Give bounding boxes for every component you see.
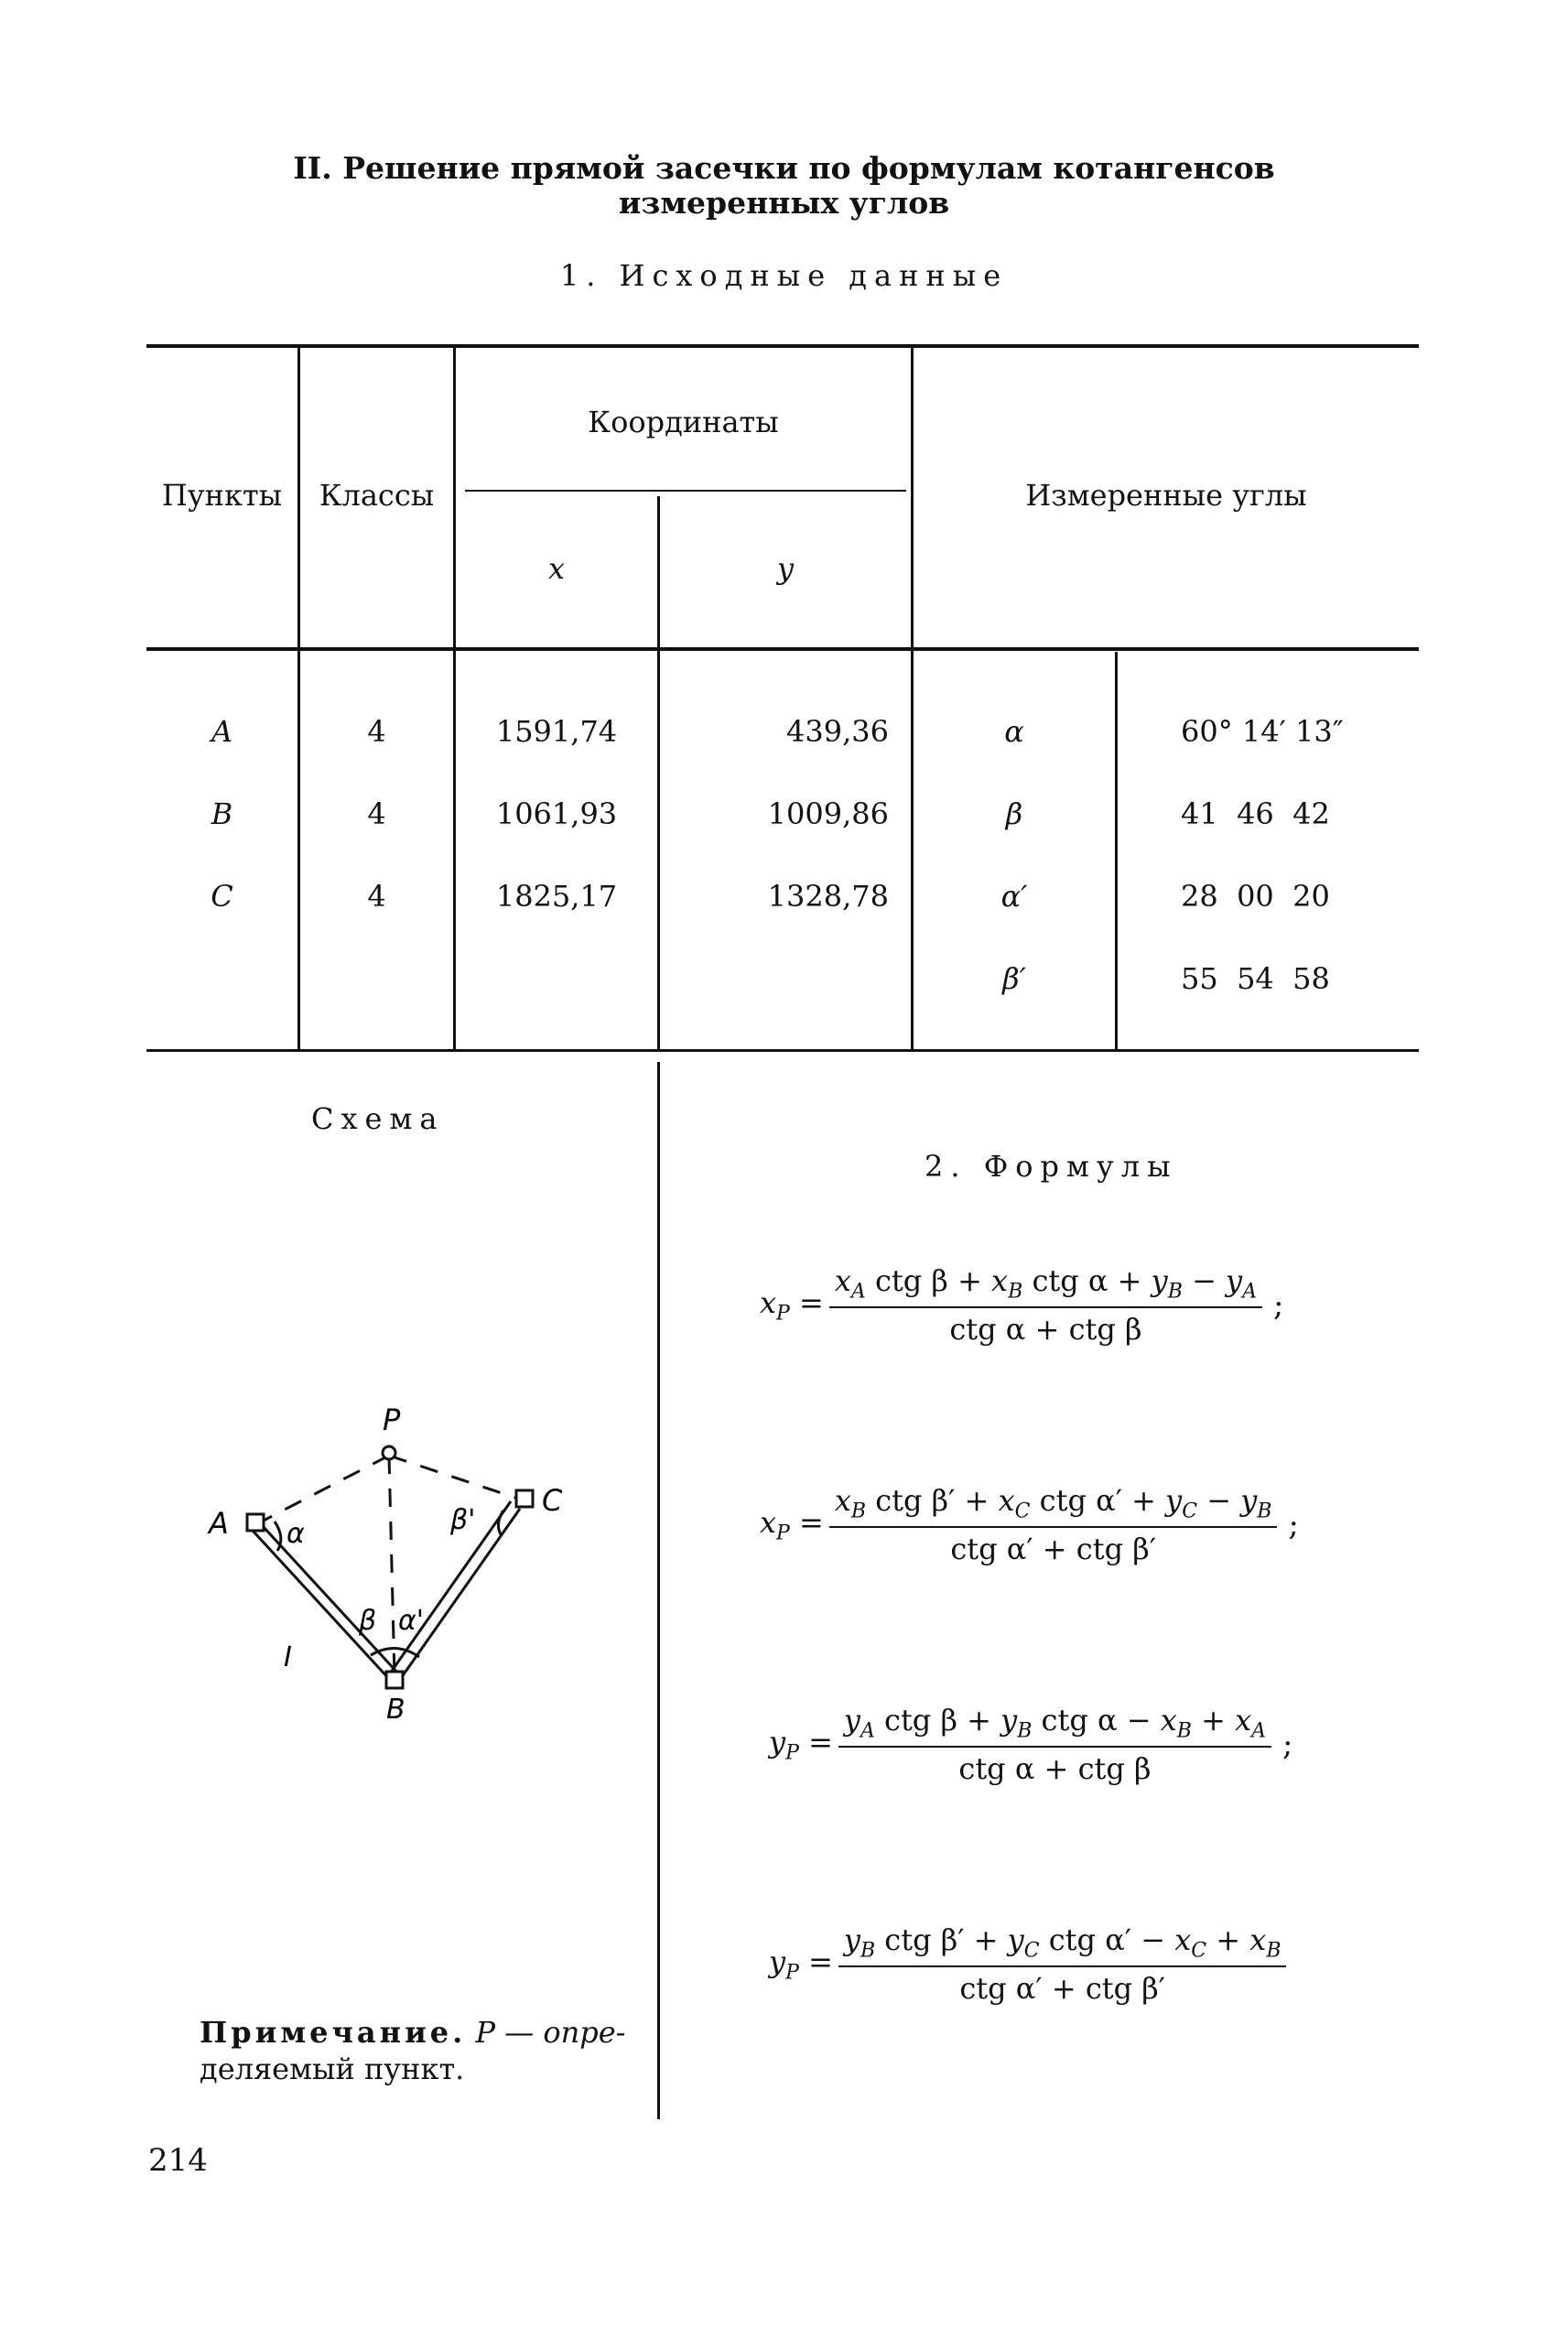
note-label: Примечание. xyxy=(200,2015,467,2050)
header-x: x xyxy=(547,551,566,586)
coordinates-subrule xyxy=(465,490,906,492)
formula-xp-2: $x_P$ = $\frac{x_B ctg \beta' + x_C ctg \alpha' + y_C - y_B}{\text{ctg α′ + ctg β′}}$ ; xyxy=(760,1483,1299,1567)
scheme-title: Схема xyxy=(311,1101,445,1136)
col-divider-4 xyxy=(911,348,914,1049)
alpha-arc xyxy=(275,1521,281,1551)
formula-end: ; xyxy=(1282,1726,1293,1763)
label-p: P xyxy=(383,1402,401,1437)
col-divider-2 xyxy=(453,348,456,1049)
table-bottom-rule xyxy=(146,1049,1419,1052)
table-top-rule xyxy=(146,344,1419,348)
section-heading xyxy=(0,151,1568,186)
page-number: 214 xyxy=(148,2142,208,2179)
cell-value: 60° 14′ 13″ xyxy=(1181,714,1344,749)
cell-class: 4 xyxy=(367,714,386,749)
table-header-rule xyxy=(146,647,1419,651)
formula-lhs: $y_P$ = xyxy=(769,1725,833,1765)
cell-point: C xyxy=(211,879,233,914)
label-a: A xyxy=(209,1506,229,1541)
header-coordinates: Координаты xyxy=(588,405,779,439)
label-alpha-prime: α' xyxy=(398,1605,425,1637)
formula-end: ; xyxy=(1288,1506,1299,1543)
cell-x: 1591,74 xyxy=(495,714,618,749)
cell-angle: α′ xyxy=(1000,879,1028,914)
cell-y: 1328,78 xyxy=(767,879,889,914)
point-p-marker xyxy=(383,1446,395,1459)
note-line1: P — опре- xyxy=(466,2015,626,2050)
dashed-line-ap xyxy=(256,1456,389,1524)
label-beta: β xyxy=(359,1605,377,1637)
header-points: Пункты xyxy=(161,478,283,513)
formula-lhs: $x_P$ = xyxy=(760,1505,824,1545)
dashed-line-pc xyxy=(389,1456,526,1501)
point-b-marker xyxy=(386,1672,403,1688)
header-classes: Классы xyxy=(319,478,435,513)
formula-yp-1: $y_P$ = $\frac{y_A ctg \beta + y_B ctg \alpha - x_B + x_A}{\text{ctg α + ctg β}}$ ; xyxy=(769,1703,1293,1787)
section2-title: 2. Формулы xyxy=(925,1149,1178,1184)
cell-x: 1825,17 xyxy=(495,879,618,914)
cell-value: 28 00 20 xyxy=(1181,879,1330,914)
formula-lhs: $y_P$ = xyxy=(769,1944,833,1985)
cell-x: 1061,93 xyxy=(495,796,618,831)
label-one: I xyxy=(284,1641,292,1673)
scheme-diagram xyxy=(183,1391,604,1721)
cell-y: 1009,86 xyxy=(767,796,889,831)
col-divider-1 xyxy=(297,348,300,1049)
note xyxy=(200,2014,625,2087)
heading-line1: Решение прямой засечки по формулам котангенсов xyxy=(342,150,1275,186)
cell-angle: α xyxy=(1004,714,1024,749)
dashed-line-pb xyxy=(389,1456,395,1677)
header-y: y xyxy=(776,551,795,586)
cell-angle: β xyxy=(1005,796,1023,831)
header-angles: Измеренные углы xyxy=(1025,478,1307,513)
cell-value: 55 54 58 xyxy=(1181,961,1330,996)
formula-end: ; xyxy=(1273,1286,1284,1324)
label-beta-prime: β' xyxy=(450,1504,476,1536)
page-column-divider xyxy=(657,1062,660,2119)
label-alpha: α xyxy=(287,1518,305,1550)
point-c-marker xyxy=(516,1490,533,1507)
note-line2: деляемый пункт. xyxy=(200,2052,465,2086)
cell-class: 4 xyxy=(367,879,386,914)
label-c: C xyxy=(542,1483,563,1518)
cell-angle: β′ xyxy=(1002,961,1026,996)
formula-yp-2: $y_P$ = $\frac{y_B ctg \beta' + y_C ctg \alpha' - x_C + x_B}{\text{ctg α′ + ctg β′}}$ xyxy=(769,1922,1297,2006)
cell-point: A xyxy=(211,714,233,749)
cell-class: 4 xyxy=(367,796,386,831)
cell-value: 41 46 42 xyxy=(1181,796,1330,831)
heading-number: II. xyxy=(293,150,332,186)
col-divider-5 xyxy=(1115,652,1118,1049)
point-a-marker xyxy=(247,1514,264,1531)
heading-line2: измеренных углов xyxy=(618,185,950,221)
formula-xp-1: $x_P$ = $\frac{x_A ctg \beta + x_B ctg \alpha + y_B - y_A}{\text{ctg α + ctg β}}$ ; xyxy=(760,1263,1284,1348)
label-b: B xyxy=(386,1694,406,1721)
cell-y: 439,36 xyxy=(786,714,889,749)
section1-title: 1. Исходные данные xyxy=(559,258,1009,293)
formula-lhs: $x_P$ = xyxy=(760,1285,824,1326)
cell-point: B xyxy=(211,796,233,831)
